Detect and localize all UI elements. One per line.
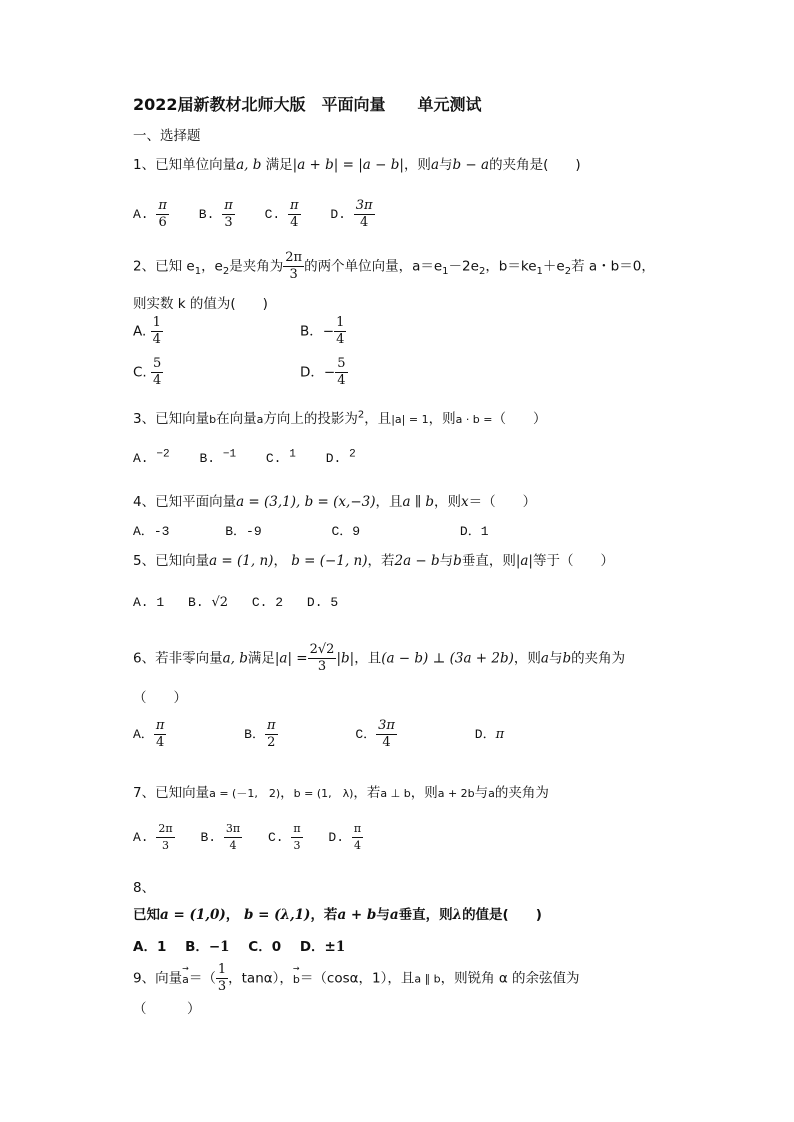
option-c[interactable]: C．9 [331,524,361,539]
question-6: 6、若非零向量a, b满足|a| = $\frac{2√2}{3}$ |b|，且(a − b) ⊥ (3a + 2b)，则a与b的夹角为 [133,642,626,674]
option-a[interactable]: A. $\frac{\pi}{6}$ [133,198,167,230]
option-a[interactable]: A．1 [133,939,167,955]
question-8-number: 8、 [133,880,156,896]
option-c[interactable]: C. $\frac{\pi}{4}$ [264,198,299,230]
option-a[interactable]: A. $^{-2}$ [133,449,170,467]
option-d[interactable]: D．±1 [299,939,346,955]
option-a[interactable]: A. $\frac{2\pi}{3}$ [133,822,173,852]
option-b[interactable]: B． $\frac{\pi}{2}$ [244,718,276,750]
question-4: 4、已知平面向量a = (3,1), b = (x,−3)，且a ∥ b，则x＝（ ） [133,494,537,510]
question-5: 5、已知向量a = (1, n)， b = (−1, n)，若2a − b与b垂直，则|a|等于（ ） [133,553,614,569]
option-d[interactable]: D．π [474,726,505,742]
question-8: 已知a = (1,0)， b = (λ,1)，若a + b与a垂直，则λ的值是( ) [133,907,542,923]
option-d[interactable]: D. $^2$ [325,449,356,467]
question-2-line-2: 则实数 k 的值为( ) [133,296,268,312]
option-a[interactable]: A. $\frac{1}{4}$ [133,315,161,347]
question-6-options [133,718,504,751]
question-1: 1、已知单位向量a, b 满足|a + b| = |a − b|，则a与b − a的夹角是( ) [133,157,581,173]
option-b[interactable]: B. $\frac{\pi}{3}$ [198,198,233,230]
option-c[interactable]: C. $^1$ [265,449,296,467]
option-b[interactable]: B. $^{-1}$ [199,449,237,467]
question-9-line-2: （ ） [133,1001,201,1017]
option-d[interactable]: D. $\frac{\pi}{4}$ [328,822,362,852]
option-b[interactable]: B．−1 [185,939,230,955]
option-a[interactable]: A．-3 [133,524,170,539]
option-d[interactable]: D. $\frac{3\pi}{4}$ [330,198,373,230]
question-1-options [133,198,375,231]
question-5-options [133,595,338,610]
option-b[interactable]: B. √2 [188,595,229,610]
option-b[interactable]: B．-9 [225,524,262,539]
section-heading: 一、选择题 [133,128,201,144]
option-b[interactable]: B．− $\frac{1}{4}$ [300,315,345,347]
option-d[interactable]: D．1 [459,524,489,539]
option-c[interactable]: C. $\frac{5}{4}$ [133,356,162,388]
option-d[interactable]: D. 5 [306,595,339,610]
option-b[interactable]: B. $\frac{3\pi}{4}$ [200,822,241,852]
option-a[interactable]: A． $\frac{\pi}{4}$ [133,718,165,750]
question-3-options [133,449,356,466]
question-7: 7、已知向量a = (－1, 2)，b = (1, λ)，若a ⊥ b，则a + 2b与a的夹角为 [133,785,549,801]
question-6-line-2: （ ） [133,690,187,706]
option-d[interactable]: D．− $\frac{5}{4}$ [300,356,346,388]
question-4-options [133,520,489,539]
option-c[interactable]: C． $\frac{3\pi}{4}$ [355,718,395,750]
question-3: 3、已知向量b在向量a方向上的投影为$^2$，且|a| = 1，则a · b =（ ） [133,409,547,427]
option-a[interactable]: A. 1 [133,595,165,610]
option-c[interactable]: C. $\frac{\pi}{3}$ [267,822,301,852]
question-2: 2、已知 $e_1$，$e_2$是夹角为 $\frac{2\pi}{3}$ 的两个单位向量，$a=e_1-2e_2$，$b=ke_1+e_2$若 a・b＝0， [133,250,655,282]
question-7-options [133,821,363,854]
page-title: 2022届新教材北师大版 平面向量 单元测试 [133,95,482,114]
question-9: 9、向量→ a＝（ $\frac{1}{3}$ ，tanα），→ b＝（cosα，1），且a ∥ b，则锐角 α 的余弦值为 [133,962,580,995]
option-c[interactable]: C．0 [248,939,282,955]
question-8-options [133,935,345,955]
option-c[interactable]: C. 2 [251,595,284,610]
